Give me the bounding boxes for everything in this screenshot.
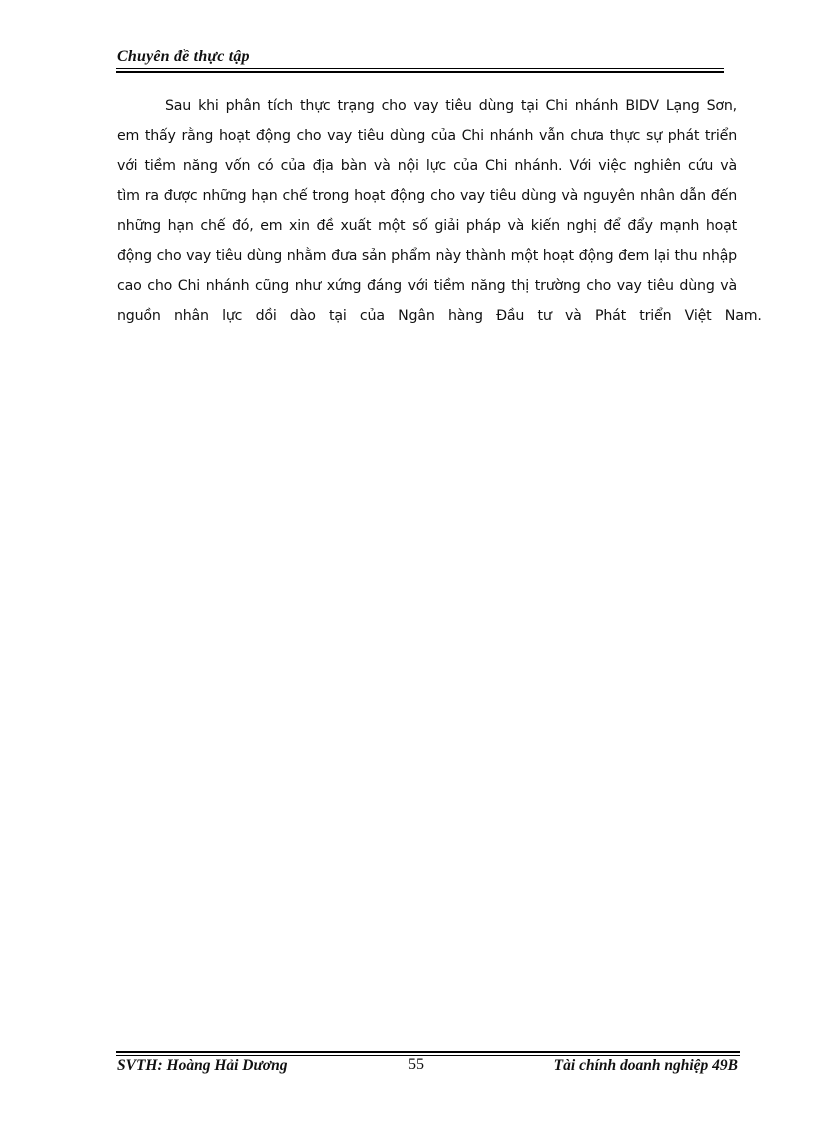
- header-title: Chuyên đề thực tập: [117, 48, 250, 65]
- page-number: 55: [408, 1056, 424, 1073]
- paragraph-line: cao cho Chi nhánh cũng như xứng đáng với tiềm năng thị trường cho vay tiêu dùng và: [117, 278, 737, 294]
- paragraph-line: động cho vay tiêu dùng nhằm đưa sản phẩm này thành một hoạt động đem lại thu nhập: [117, 248, 737, 264]
- body-paragraph: [117, 91, 762, 331]
- paragraph-line: em thấy rằng hoạt động cho vay tiêu dùng của Chi nhánh vẫn chưa thực sự phát triển: [117, 128, 737, 144]
- paragraph-line: với tiềm năng vốn có của địa bàn và nội lực của Chi nhánh. Với việc nghiên cứu và: [117, 158, 737, 174]
- footer-rule: [116, 1051, 740, 1056]
- header-rule: [116, 68, 724, 73]
- footer-class: Tài chính doanh nghiệp 49B: [553, 1057, 738, 1074]
- footer-author: SVTH: Hoàng Hải Dương: [117, 1057, 288, 1074]
- paragraph-line: nguồn nhân lực dồi dào tại của Ngân hàng Đầu tư và Phát triển Việt Nam.: [117, 308, 762, 324]
- paragraph-line: tìm ra được những hạn chế trong hoạt động cho vay tiêu dùng và nguyên nhân dẫn đến: [117, 188, 737, 204]
- paragraph-line: Sau khi phân tích thực trạng cho vay tiêu dùng tại Chi nhánh BIDV Lạng Sơn,: [165, 98, 737, 114]
- paragraph-line: những hạn chế đó, em xin đề xuất một số giải pháp và kiến nghị để đẩy mạnh hoạt: [117, 218, 737, 234]
